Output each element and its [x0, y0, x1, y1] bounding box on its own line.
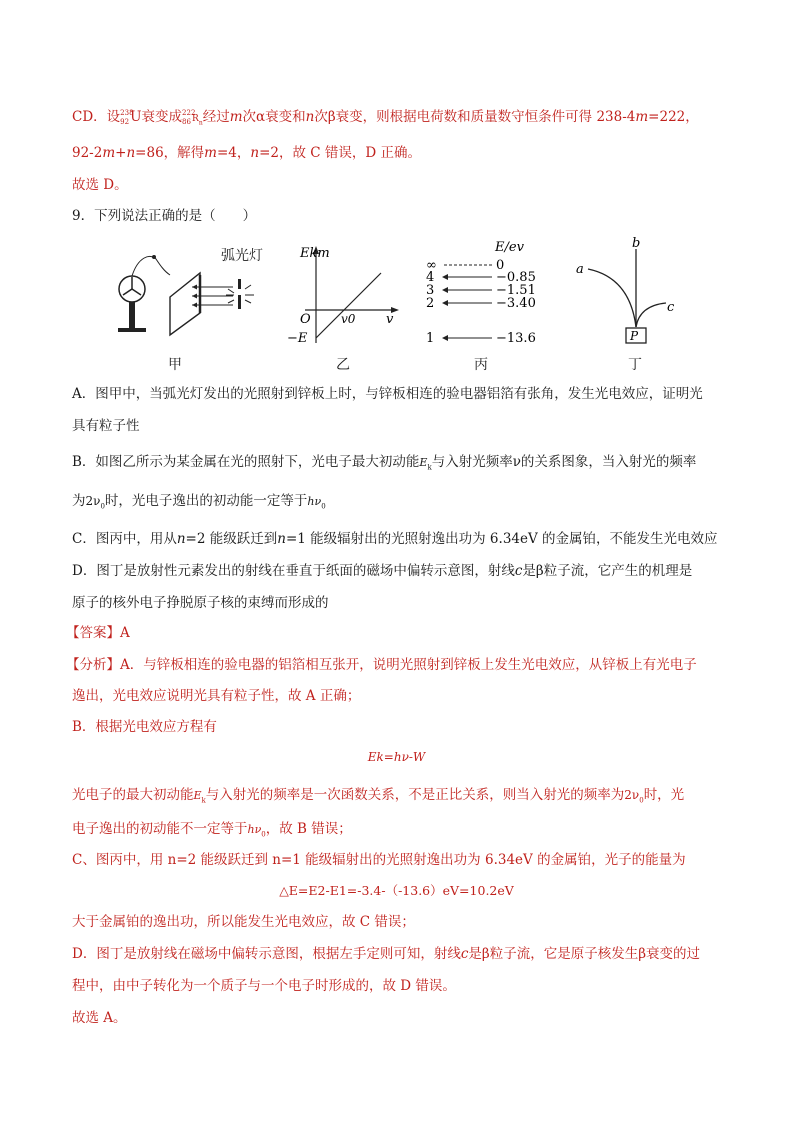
caption-bing: 丙: [474, 357, 488, 373]
ding-a: a: [576, 262, 584, 277]
answer-label: 【答案】A: [66, 625, 130, 641]
analysis-d-line1: D．图丁是放射线在磁场中偏转示意图，根据左手定则可知，射线c是β粒子流，它是原子核发生β衰变的过: [72, 946, 700, 962]
option-b-line2: 为$2\nu_0$时，光电子逸出的初动能一定等于$h\nu_0$: [72, 493, 326, 511]
caption-jia: 甲: [168, 357, 182, 373]
final-choice: 故选 A。: [72, 1010, 127, 1026]
option-b-line1: B．如图乙所示为某金属在光的照射下，光电子最大初动能$E_k$与入射光频率ν的关系图象，当入射光的频率: [72, 454, 697, 472]
formula-energy: △E=E2-E1=-3.4-（-13.6）eV=10.2eV: [279, 883, 514, 898]
level-n-3: 2: [426, 296, 435, 311]
analysis-b: B．根据光电效应方程有: [72, 719, 217, 735]
prev-answer-cd-line2: 92-2m+n=86，解得m=4，n=2，故 C 错误，D 正确。: [72, 145, 422, 161]
analysis-a-line1: 【分析】A．与锌板相连的验电器的铝箔相互张开，说明光照射到锌板上发生光电效应，从锌板上有光电子: [66, 657, 697, 673]
level-n-4: 1: [426, 331, 435, 346]
option-d-line1: D．图丁是放射性元素发出的射线在垂直于纸面的磁场中偏转示意图，射线c是β粒子流，它产生的机理是: [72, 563, 693, 579]
option-d-line2: 原子的核外电子挣脱原子核的束缚而形成的: [72, 595, 329, 611]
figure-yi: [283, 238, 403, 353]
yi-x-label: v: [386, 312, 394, 327]
prev-answer-choose: 故选 D。: [72, 177, 128, 193]
lamp-label: 弧光灯: [221, 248, 263, 264]
option-a-line2: 具有粒子性: [72, 418, 140, 434]
prev-answer-cd-line1: CD．设 238 92 U衰变成 222 86 $R_n$经过m次α衰变和n次β衰变，则根据电荷数和质量数守恒条件可得 238-4m=222，: [72, 108, 699, 127]
caption-ding: 丁: [628, 357, 642, 373]
ding-c: c: [667, 300, 675, 315]
figure-ding: [572, 235, 682, 350]
level-e-0: 0: [496, 258, 505, 273]
level-e-3: −3.40: [496, 296, 536, 311]
analysis-c-line2: 大于金属铂的逸出功，所以能发生光电效应，故 C 错误；: [72, 914, 415, 930]
level-arrow-2: [442, 287, 448, 293]
formula-photoelectric: Ek=hν-W: [367, 750, 426, 764]
level-arrow-1: [442, 274, 448, 280]
level-n-0: ∞: [426, 258, 437, 273]
level-arrow-4: [442, 335, 448, 341]
analysis-c: C、图丙中，用 n=2 能级跃迁到 n=1 能级辐射出的光照射逸出功为 6.34eV 的金属铂，光子的能量为: [72, 852, 686, 868]
yi-intercept: v0: [341, 312, 356, 326]
option-a-line1: A．图甲中，当弧光灯发出的光照射到锌板上时，与锌板相连的验电器铝箔有张角，发生光电效应，证明光: [72, 386, 703, 402]
analysis-b-line3: 电子逸出的初动能不一定等于$h\nu_0$，故 B 错误；: [72, 821, 352, 839]
level-n-1: 4: [426, 270, 435, 285]
analysis-d-line2: 程中，由中子转化为一个质子与一个电子时形成的，故 D 错误。: [72, 978, 456, 994]
ding-p: P: [630, 329, 639, 343]
yi-neg-e: −E: [287, 331, 308, 346]
level-e-2: −1.51: [496, 283, 536, 298]
figure-bing: [420, 235, 550, 347]
bing-axis-label: E/ev: [495, 240, 524, 255]
analysis-b-line2: 光电子的最大初动能$E_k$与入射光的频率是一次函数关系，不是正比关系，则当入射光的频率为$2\nu_0$时，光: [72, 787, 685, 805]
option-c: C．图丙中，用从n=2 能级跃迁到n=1 能级辐射出的光照射逸出功为 6.34eV 的金属铂，不能发生光电效应: [72, 531, 718, 547]
level-e-1: −0.85: [496, 270, 536, 285]
level-arrow-3: [442, 300, 448, 306]
level-n-2: 3: [426, 283, 435, 298]
question-stem: 9．下列说法正确的是（ ）: [72, 208, 257, 224]
caption-yi: 乙: [336, 357, 350, 373]
yi-y-label: Ekm: [300, 246, 330, 261]
ding-b: b: [632, 236, 641, 251]
level-e-4: −13.6: [496, 331, 536, 346]
analysis-a-line2: 逸出，光电效应说明光具有粒子性，故 A 正确；: [72, 688, 361, 704]
yi-origin: O: [300, 312, 311, 327]
